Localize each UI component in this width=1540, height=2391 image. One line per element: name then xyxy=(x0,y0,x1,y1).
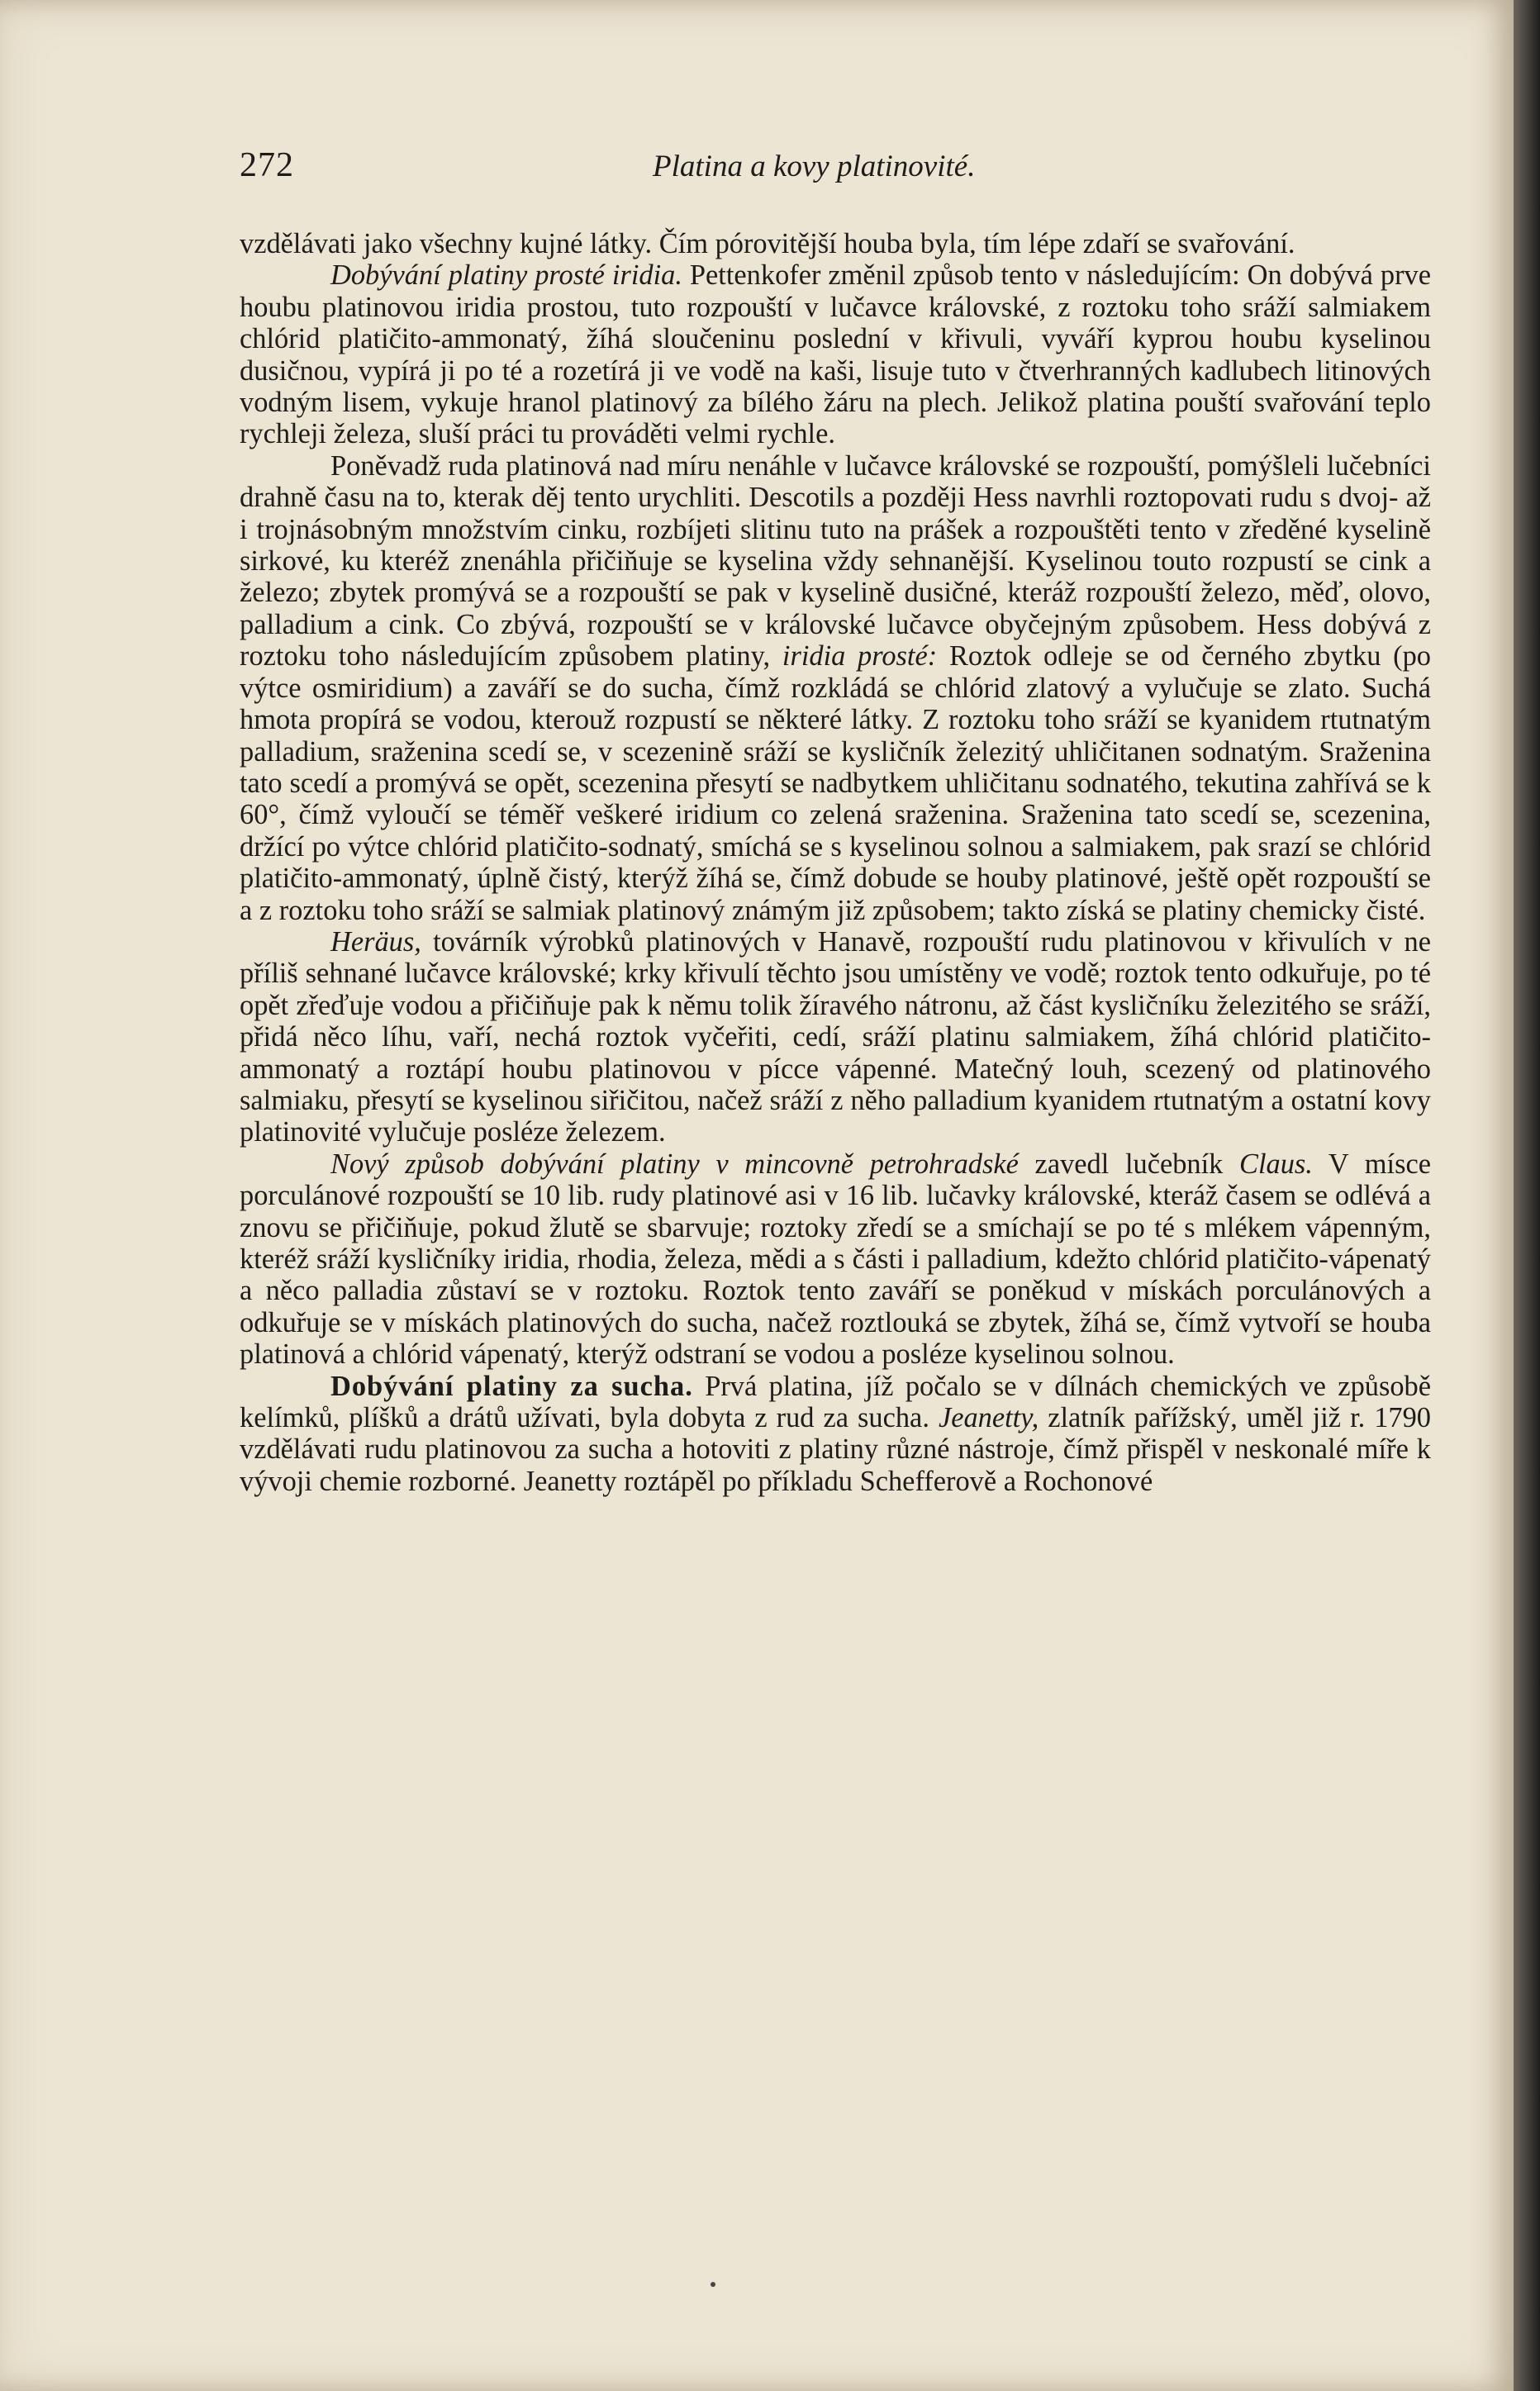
paragraph xyxy=(240,450,1431,926)
paragraph xyxy=(240,228,1431,259)
page-header xyxy=(240,145,1438,195)
emphasis-italic: iridia prosté: xyxy=(782,640,938,673)
text-run: Pettenkofer změnil způsob tento v následujícím: On dobývá prve houbu platinovou iridia prostou, tuto rozpouští v lučavce královské, z roztoku toho sráží salmiakem chlórid platičito-ammonatý, žíhá sloučeninu poslední v křivuli, vyváří kyprou houbu kyselinou dusičnou, vypírá ji po té a rozetírá ji ve vodě na kaši, lisuje tuto v čtverhranných kadlubech litinových vodným lisem, vykuje hranol platinový za bílého žáru na plech. Jelikož platina pouští svařování teplo rychleji železa, sluší práci tu prováděti velmi rychle. xyxy=(240,259,1431,450)
paragraph xyxy=(240,926,1431,1148)
text-run: Roztok odleje se od černého zbytku (po výtce osmiridium) a zaváří se do sucha, čímž rozkládá se chlórid zlatový a vylučuje se zlato. Suchá hmota propírá se vodou, kterouž rozpustí se některé látky. Z roztoku toho sráží se kyanidem rtutnatým palladium, sraženina scedí se, v scezenině sráží se kysličník železitý uhličitanen sodnatým. Sraženina tato scedí a promývá se opět, scezenina přesytí se nadbytkem uhličitanu sodnatého, tekutina zahřívá se k 60°, čímž vyloučí se téměř veškeré iridium co zelená sraženina. Sraženina tato scedí se, scezenina, držící po výtce chlórid platičito-sodnatý, smíchá se s kyselinou solnou a salmiakem, pak srazí se chlórid platičito-ammonatý, úplně čistý, kterýž žíhá se, čímž dobude se houby platinové, ještě opět rozpouští se a z roztoku toho sráží se salmiak platinový známým již způsobem; takto získá se platiny chemicky čisté. xyxy=(240,640,1431,926)
paragraph xyxy=(240,1148,1431,1371)
section-heading-bold: Dobývání platiny za sucha. xyxy=(330,1370,693,1402)
paragraph xyxy=(240,259,1431,449)
text-run: Poněvadž ruda platinová nad míru nenáhle v lučavce královské se rozpouští, pomýšleli lučebníci drahně času na to, kterak děj tento urychliti. Descotils a později Hess navrhli roztopovati rudu s dvoj- až i trojnásobným množstvím cinku, rozbíjeti slitinu tuto na prášek a rozpouštěti tento v zředěné kyselině sirkové, ku kteréž znenáhla přičiňuje se kyselina vždy sehnanější. Kyselinou touto rozpustí se cink a železo; zbytek promývá se a rozpouští se pak v kyselině dusičné, kteráž rozpouští železo, měď, olovo, palladium a cink. Co zbývá, rozpouští se v královské lučavce obyčejným způsobem. Hess dobývá z roztoku toho následujícím způsobem platiny, xyxy=(240,449,1431,673)
text-run: továrník výrobků platinových v Hanavě, rozpouští rudu platinovou v křivulích v ne příliš sehnané lučavce královské; krky křivulí těchto jsou umístěny ve vodě; roztok tento odkuřuje, po té opět zřeďuje vodou a přičiňuje pak k němu tolik žíravého nátronu, až část kysličníku železitého se sráží, přidá něco líhu, vaří, nechá roztok vyčeřiti, cedí, sráží platinu salmiakem, žíhá chlórid platičito-ammonatý a roztápí houbu platinovou v pícce vápenné. Matečný louh, scezený od platinového salmiaku, přesytí se kyselinou siřičitou, načež sráží z něho palladium kyanidem rtutnatým a ostatní kovy platinovité vylučuje posléze železem. xyxy=(240,925,1431,1148)
text-run: V míscе porculánové rozpouští se 10 lib. rudy platinové asi v 16 lib. lučavky královské, kteráž časem se odlévá a znovu se přičiňuje, pokud žlutě se sbarvuje; roztoky zředí se a smíchají se po té s mlékem vápenným, kteréž sráží kysličníky iridia, rhodia, železa, mědi a s části i palladium, kdežto chlórid platičito-vápenatý a něco palladia zůstaví se v roztoku. Roztok tento zaváří se poněkud v mískách porculánových a odkuřuje se v mískách platinových do sucha, načež roztlouká se zbytek, žíhá se, čímž vytvoří se houba platinová a chlórid vápenatý, kterýž odstraní se vodou a posléze kyselinou solnou. xyxy=(240,1148,1431,1371)
body-text xyxy=(240,228,1431,1497)
person-name-italic: Claus. xyxy=(1239,1148,1313,1180)
page-number: 272 xyxy=(240,146,294,184)
paragraph xyxy=(240,1371,1431,1498)
section-heading-italic: Nový způsob dobývání platiny v mincovně petrohradské xyxy=(330,1148,1019,1180)
running-title: Platina a kovy platinovité. xyxy=(653,150,976,183)
text-run: Prvá platina, jíž počalo se v dílnách chemických ve způsobě kelímků, plíšků a drátů užívati, byla dobyta z rud za sucha. xyxy=(240,1370,1431,1434)
book-edge-shadow xyxy=(1514,0,1540,2391)
person-name-italic: Heräus, xyxy=(330,925,421,958)
text-run: vzdělávati jako všechny kujné látky. Čím pórovitější houba byla, tím lépe zdaří se svařování. xyxy=(240,228,1295,259)
text-run: zlatník pařížský, uměl již r. 1790 vzdělávati rudu platinovou za sucha a hotoviti z platiny různé nástroje, čímž přispěl v neskonalé míře k vývoji chemie rozborné. Jeanetty roztápěl po příkladu Schefferově a Rochonové xyxy=(240,1402,1432,1497)
print-speck xyxy=(711,2282,715,2287)
text-run: zavedl lučebník xyxy=(1018,1148,1240,1180)
person-name-italic: Jeanetty, xyxy=(938,1402,1039,1434)
section-heading-italic: Dobývání platiny prosté iridia. xyxy=(330,259,682,292)
